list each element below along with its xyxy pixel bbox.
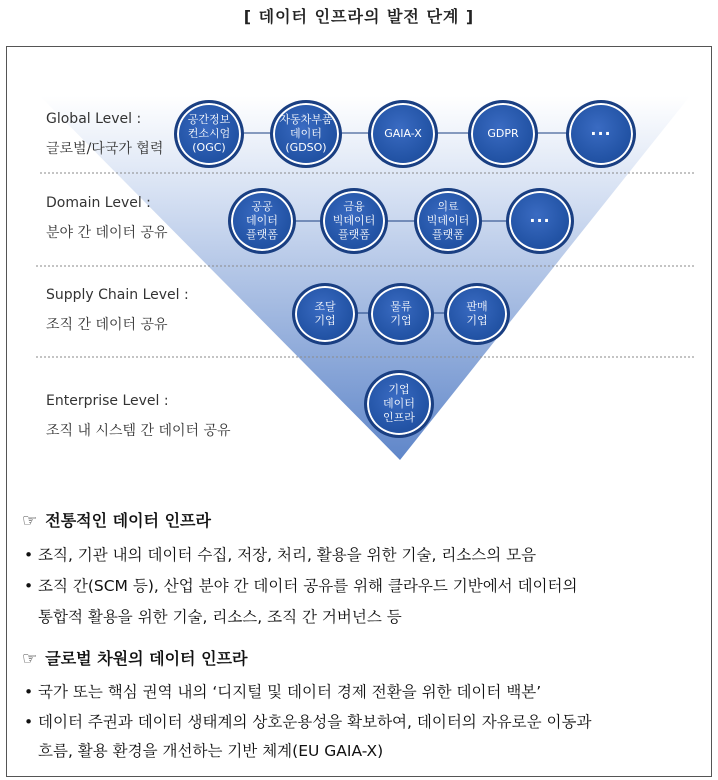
list-item [24,573,710,631]
section-heading-traditional [22,508,211,531]
bullet-text: 데이터 주권과 데이터 생태계의 상호운용성을 확보하여, 데이터의 자유로운 이동과 [38,713,592,731]
node-gaia-x: GAIA-X [368,100,438,168]
bullet-icon: • [24,683,34,701]
node-medical-bigdata: 의료 빅데이터 플랫폼 [414,188,482,254]
level-label-supply-chain [46,284,189,336]
bullet-icon: • [24,577,34,595]
node-sales: 판매 기업 [444,283,510,345]
list-item [24,679,710,706]
level-ko: 분야 간 데이터 공유 [46,225,168,241]
level-label-enterprise [46,390,231,442]
node-finance-bigdata: 금융 빅데이터 플랫폼 [320,188,388,254]
bullet-icon: • [24,713,34,731]
level-en: Domain Level : [46,195,151,211]
node-gdso: 자동차부품 데이터 (GDSO) [270,100,342,168]
level-label-global [46,108,163,160]
node-more-domain: ··· [506,188,574,254]
section-heading-text: 전통적인 데이터 인프라 [45,511,211,530]
bullet-text: 조직 간(SCM 등), 산업 분야 간 데이터 공유를 위해 클라우드 기반에서 데이터의 [38,577,578,595]
page-title: [ 데이터 인프라의 발전 단계 ] [243,7,475,26]
level-ko: 글로벌/다국가 협력 [46,141,164,157]
level-ko: 조직 간 데이터 공유 [46,317,168,333]
bullet-text: 조직, 기관 내의 데이터 수집, 저장, 처리, 활용을 위한 기술, 리소스의 모음 [38,546,537,564]
level-en: Enterprise Level : [46,393,169,409]
list-item [24,709,710,765]
bullet-text: 국가 또는 핵심 권역 내의 ‘디지털 및 데이터 경제 전환을 위한 데이터 백본’ [38,683,542,701]
node-more-global: ··· [566,100,636,168]
section-heading-text: 글로벌 차원의 데이터 인프라 [45,649,248,668]
list-item [24,542,710,569]
bullet-text-continued: 흐름, 활용 환경을 개선하는 기반 체계(EU GAIA-X) [38,742,384,760]
level-label-domain [46,192,168,244]
node-public-data: 공공 데이터 플랫폼 [228,188,296,254]
node-procurement: 조달 기업 [292,283,358,345]
section-heading-global [22,646,247,669]
bullet-icon: • [24,546,34,564]
pointing-hand-icon: ☞ [22,649,38,669]
bullet-text-continued: 통합적 활용을 위한 기술, 리소스, 조직 간 거버넌스 등 [38,608,402,626]
level-ko: 조직 내 시스템 간 데이터 공유 [46,423,231,439]
node-logistics: 물류 기업 [368,283,434,345]
level-en: Global Level : [46,111,142,127]
node-enterprise-infra: 기업 데이터 인프라 [364,370,434,438]
level-en: Supply Chain Level : [46,287,189,303]
node-gdpr: GDPR [468,100,538,168]
pointing-hand-icon: ☞ [22,511,38,531]
node-ogc: 공간정보 컨소시엄 (OGC) [174,100,244,168]
